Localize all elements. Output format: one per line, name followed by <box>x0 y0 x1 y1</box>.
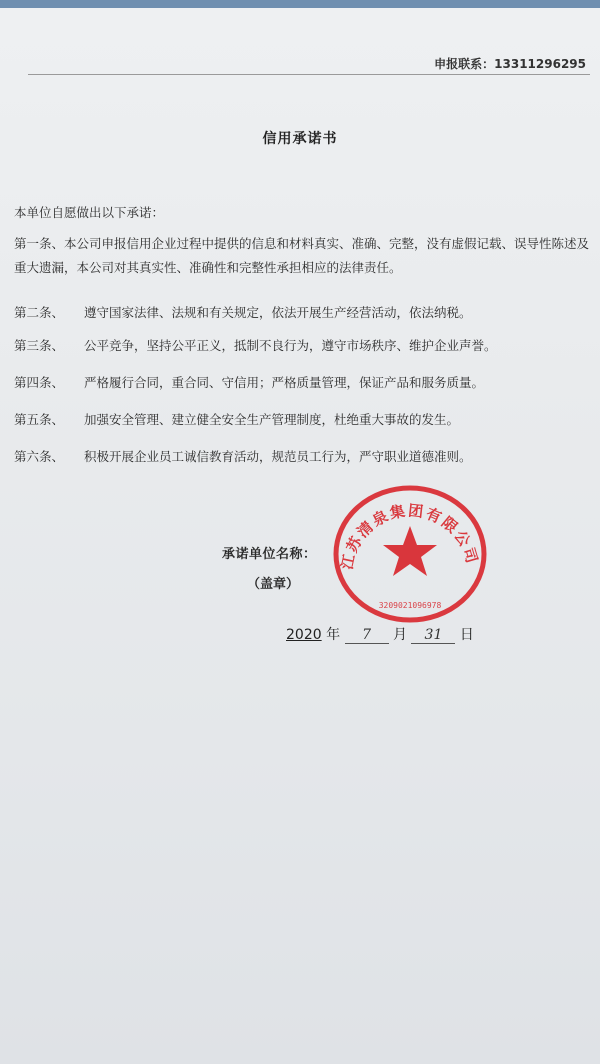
clause-label: 第二条、 <box>14 305 65 320</box>
clause-label: 第五条、 <box>14 412 65 427</box>
clause-text: 积极开展企业员工诚信教育活动，规范员工行为，严守职业道德准则。 <box>84 449 472 464</box>
date-year: 2020 <box>286 627 322 643</box>
date-month-unit: 月 <box>393 627 407 643</box>
signer-label: 承诺单位名称： <box>222 547 317 562</box>
date-year-unit: 年 <box>326 627 341 643</box>
date-month: 7 <box>345 627 389 644</box>
clause-3 <box>14 336 594 354</box>
clause-label: 第三条、 <box>14 338 65 353</box>
clause-4 <box>14 373 594 391</box>
clause-2 <box>14 303 594 321</box>
svg-text:江苏清泉集团有限公司: 江苏清泉集团有限公司 <box>337 501 482 572</box>
clause-text: 公平竞争，坚持公平正义，抵制不良行为，遵守市场秩序、维护企业声誉。 <box>84 338 497 353</box>
date-day: 31 <box>411 627 455 644</box>
clause-text: 遵守国家法律、法规和有关规定，依法开展生产经营活动，依法纳税。 <box>84 305 472 320</box>
clause-5 <box>14 410 594 428</box>
document-page <box>0 8 600 1064</box>
seal-star-icon <box>383 526 437 576</box>
clause-text: 加强安全管理、建立健全安全生产管理制度，杜绝重大事故的发生。 <box>84 412 460 427</box>
seal-note: （盖章） <box>247 577 300 592</box>
clause-label: 第六条、 <box>14 449 65 464</box>
top-edge-strip <box>0 0 600 8</box>
clause-label: 第一条、 <box>14 236 65 251</box>
contact-number: 申报联系：13311296295 <box>434 57 586 71</box>
document-title: 信用承诺书 <box>262 131 338 147</box>
clause-1 <box>14 232 594 280</box>
intro-text: 本单位自愿做出以下承诺： <box>14 205 165 220</box>
clause-text: 严格履行合同，重合同、守信用；严格质量管理，保证产品和服务质量。 <box>84 375 485 390</box>
signing-date <box>286 624 474 644</box>
header-divider <box>28 74 590 75</box>
date-day-unit: 日 <box>459 627 474 643</box>
clause-6 <box>14 447 594 465</box>
clause-text: 本公司申报信用企业过程中提供的信息和材料真实、准确、完整，没有虚假记载、误导性陈述及重大遗漏，本公司对其真实性、准确性和完整性承担相应的法律责任。 <box>14 236 590 275</box>
company-seal <box>330 484 490 624</box>
clause-label: 第四条、 <box>14 375 65 390</box>
svg-text:3209021096978: 3209021096978 <box>378 601 442 610</box>
